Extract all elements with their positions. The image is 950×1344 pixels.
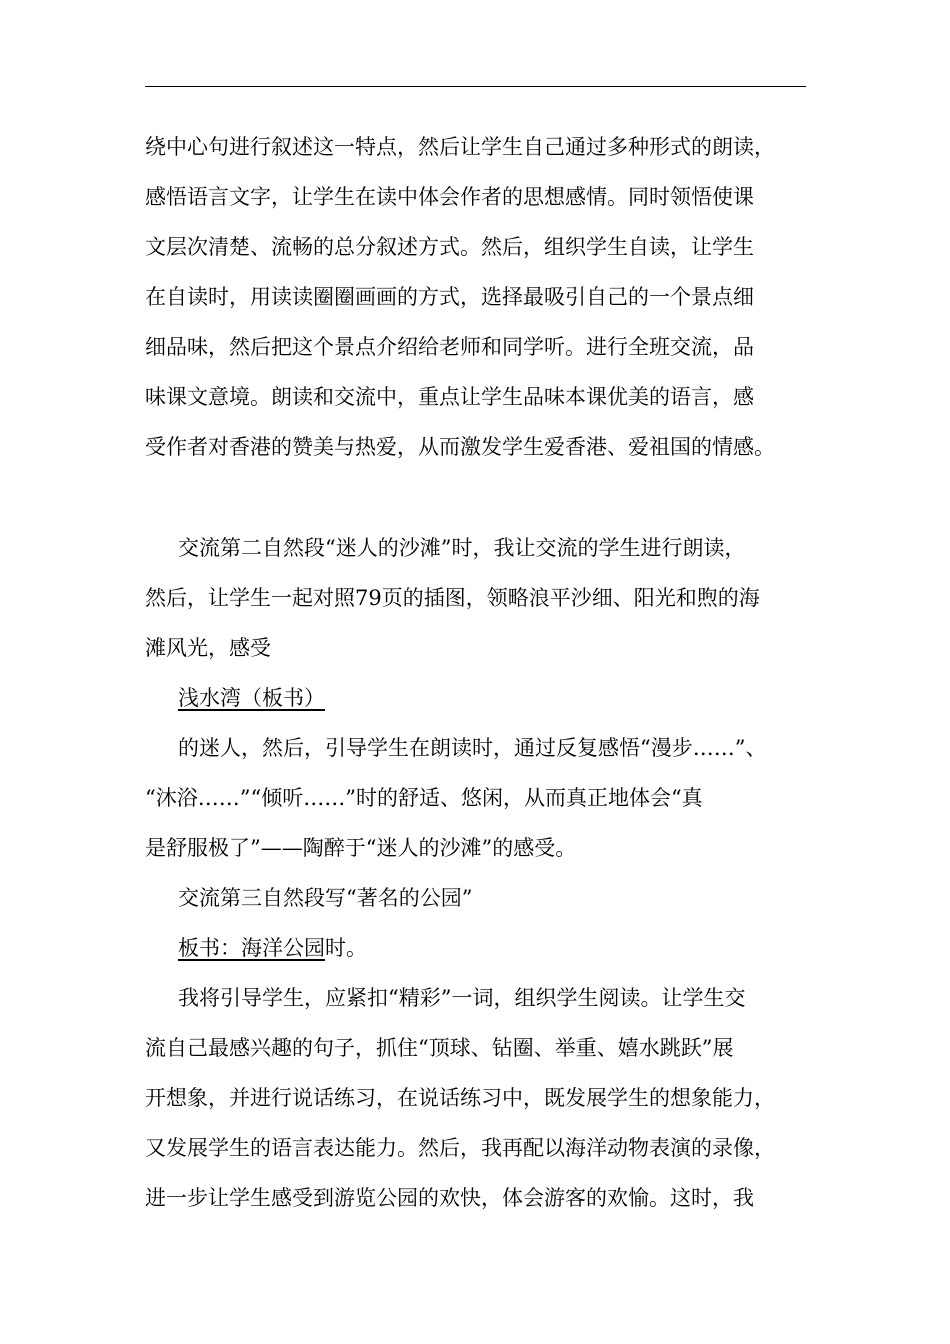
text-line: 交流第三自然段写“著名的公园”: [178, 886, 473, 910]
header-rule: [145, 86, 806, 87]
text-line: 是舒服极了”——陶醉于“迷人的沙滩”的感受。: [145, 836, 577, 860]
text-line: 开想象，并进行说话练习，在说话练习中，既发展学生的想象能力，: [145, 1086, 775, 1110]
text-line: 我将引导学生，应紧扣“精彩”一词，组织学生阅读。让学生交: [178, 986, 746, 1010]
text-line: 交流第二自然段“迷人的沙滩”时，我让交流的学生进行朗读，: [178, 536, 746, 560]
text-line: 感悟语言文字，让学生在读中体会作者的思想感情。同时领悟使课: [145, 185, 754, 209]
board-note-haiyang: 板书：海洋公园: [178, 936, 325, 960]
text-line: “沐浴……”“倾听……”时的舒适、悠闲，从而真正地体会“真: [145, 786, 703, 810]
board-note-qianshuiwan: 浅水湾（板书）: [178, 686, 325, 710]
text-line: 文层次清楚、流畅的总分叙述方式。然后，组织学生自读，让学生: [145, 235, 754, 259]
text-line: 进一步让学生感受到游览公园的欢快，体会游客的欢愉。这时，我: [145, 1186, 754, 1210]
text-line: 的迷人，然后，引导学生在朗读时，通过反复感悟“漫步……”、: [178, 736, 767, 760]
text-line: 绕中心句进行叙述这一特点，然后让学生自己通过多种形式的朗读，: [145, 135, 775, 159]
text-line: 流自己最感兴趣的句子，抓住“顶球、钻圈、举重、嬉水跳跃”展: [145, 1036, 734, 1060]
text-line: 然后，让学生一起对照79页的插图，领略浪平沙细、阳光和煦的海: [145, 586, 760, 610]
text-line: 受作者对香港的赞美与热爱，从而激发学生爱香港、爱祖国的情感。: [145, 435, 775, 459]
text-fragment: 时。: [325, 936, 367, 960]
text-line: 在自读时，用读读圈圈画画的方式，选择最吸引自己的一个景点细: [145, 285, 754, 309]
text-line: 细品味，然后把这个景点介绍给老师和同学听。进行全班交流，品: [145, 335, 754, 359]
text-line: 滩风光，感受: [145, 636, 271, 660]
text-line: 味课文意境。朗读和交流中，重点让学生品味本课优美的语言，感: [145, 385, 754, 409]
board-note-line: [178, 934, 858, 962]
text-line: 又发展学生的语言表达能力。然后，我再配以海洋动物表演的录像，: [145, 1136, 775, 1160]
